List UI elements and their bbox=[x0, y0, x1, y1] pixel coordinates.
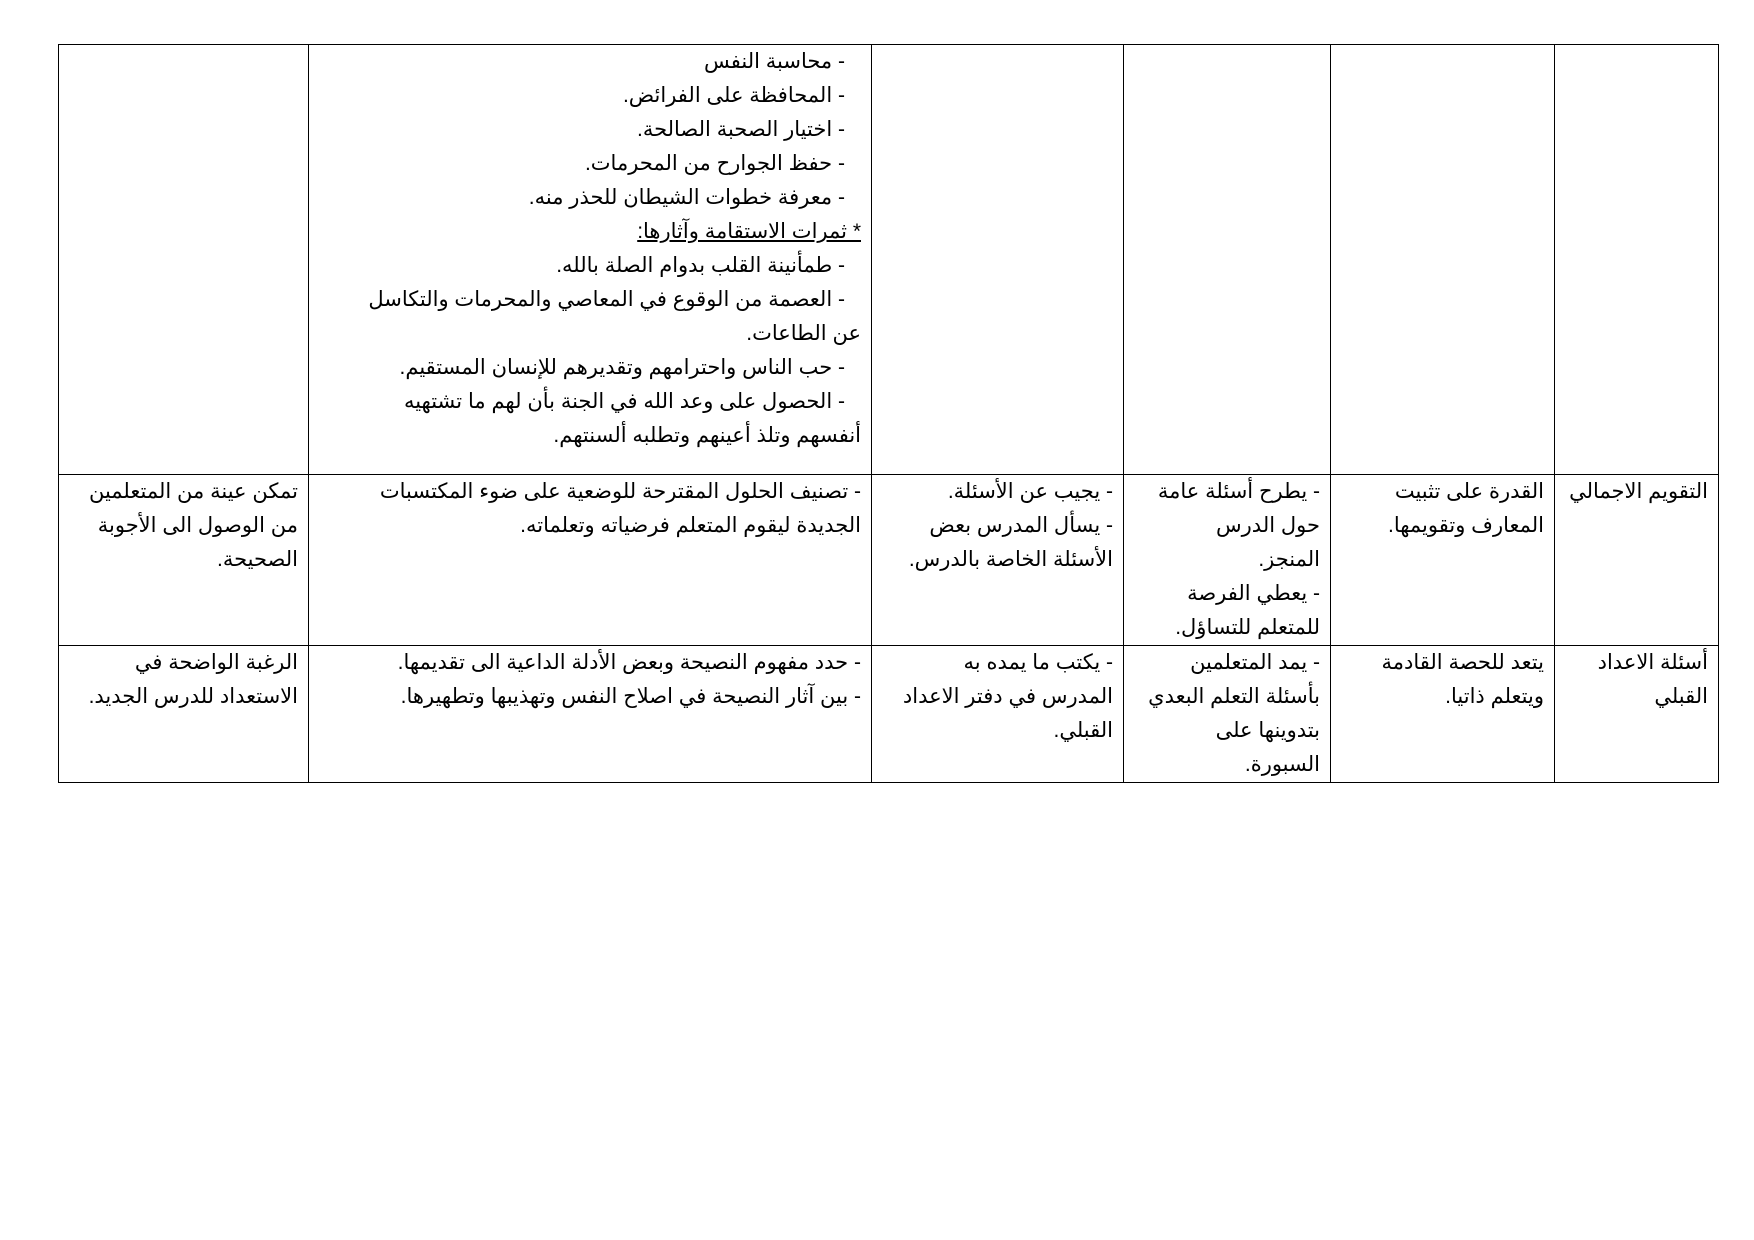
content-cell bbox=[309, 45, 872, 475]
cell-text-line: المنجز. bbox=[1258, 548, 1320, 571]
stage-cell bbox=[1555, 475, 1719, 646]
content-line: أنفسهم وتلذ أعينهم وتطلبه ألسنتهم. bbox=[553, 424, 861, 447]
goal-cell bbox=[1331, 646, 1555, 783]
cell-text-line: - يطرح أسئلة عامة bbox=[1157, 480, 1320, 503]
content-line: - الحصول على وعد الله في الجنة بأن لهم ما تشتهيه bbox=[403, 390, 845, 413]
cell-text-line: - يسأل المدرس بعض bbox=[929, 514, 1113, 537]
evaluation-cell bbox=[59, 45, 309, 475]
learner-activity-cell bbox=[872, 646, 1124, 783]
content-line: - بين آثار النصيحة في اصلاح النفس وتهذيبها وتطهيرها. bbox=[400, 685, 861, 708]
cell-text-line: بتدوينها على bbox=[1215, 719, 1320, 742]
cell-text-line: الأسئلة الخاصة بالدرس. bbox=[908, 548, 1113, 571]
cell-text-line: الرغبة الواضحة في bbox=[134, 651, 298, 674]
content-line: - المحافظة على الفرائض. bbox=[622, 84, 845, 107]
cell-text-line: حول الدرس bbox=[1216, 514, 1320, 537]
goal-cell bbox=[1331, 475, 1555, 646]
stage-cell bbox=[1555, 45, 1719, 475]
content-line: - اختيار الصحبة الصالحة. bbox=[636, 118, 845, 141]
content-heading bbox=[319, 215, 861, 249]
lesson-plan-body bbox=[59, 45, 1719, 783]
cell-text-line: السبورة. bbox=[1244, 753, 1320, 776]
cell-text-line: يتعد للحصة القادمة bbox=[1381, 651, 1544, 674]
content-heading-text: * ثمرات الاستقامة وآثارها: bbox=[637, 220, 861, 243]
content-line: عن الطاعات. bbox=[746, 322, 861, 345]
cell-text-line: بأسئلة التعلم البعدي bbox=[1148, 685, 1320, 708]
content-line: - العصمة من الوقوع في المعاصي والمحرمات والتكاسل bbox=[368, 288, 845, 311]
evaluation-cell bbox=[59, 646, 309, 783]
cell-text-line: للمتعلم للتساؤل. bbox=[1175, 616, 1320, 639]
cell-text-line: الصحيحة. bbox=[217, 548, 298, 571]
cell-text-line: المعارف وتقويمها. bbox=[1387, 514, 1544, 537]
teacher-activity-cell bbox=[1124, 475, 1331, 646]
table-row bbox=[59, 475, 1719, 646]
teacher-activity-cell bbox=[1124, 646, 1331, 783]
evaluation-cell bbox=[59, 475, 309, 646]
content-line: - معرفة خطوات الشيطان للحذر منه. bbox=[528, 186, 845, 209]
cell-text-line: - يجيب عن الأسئلة. bbox=[947, 480, 1113, 503]
learner-activity-cell bbox=[872, 45, 1124, 475]
cell-text-line: - يعطي الفرصة bbox=[1187, 582, 1320, 605]
lesson-plan-table bbox=[58, 44, 1719, 783]
cell-text-line: المدرس في دفتر الاعداد bbox=[902, 685, 1113, 708]
cell-text-line: - يمد المتعلمين bbox=[1190, 651, 1320, 674]
cell-text-line: ويتعلم ذاتيا. bbox=[1445, 685, 1544, 708]
content-line: الجديدة ليقوم المتعلم فرضياته وتعلماته. bbox=[520, 514, 861, 537]
content-line: - طمأنينة القلب بدوام الصلة بالله. bbox=[556, 254, 845, 277]
table-row bbox=[59, 45, 1719, 475]
content-line: - حدد مفهوم النصيحة وبعض الأدلة الداعية الى تقديمها. bbox=[397, 651, 861, 674]
content-line: - حب الناس واحترامهم وتقديرهم للإنسان المستقيم. bbox=[399, 356, 845, 379]
content-line: - تصنيف الحلول المقترحة للوضعية على ضوء المكتسبات bbox=[379, 480, 861, 503]
teacher-activity-cell bbox=[1124, 45, 1331, 475]
content-line: - حفظ الجوارح من المحرمات. bbox=[584, 152, 845, 175]
cell-text-line: - يكتب ما يمده به bbox=[963, 651, 1113, 674]
cell-text-line: القبلي. bbox=[1053, 719, 1113, 742]
stage-label: التقويم الاجمالي bbox=[1569, 480, 1708, 503]
content-cell bbox=[309, 646, 872, 783]
cell-text-line: من الوصول الى الأجوبة bbox=[97, 514, 298, 537]
cell-text-line: تمكن عينة من المتعلمين bbox=[88, 480, 298, 503]
stage-cell bbox=[1555, 646, 1719, 783]
content-line: - محاسبة النفس bbox=[703, 50, 845, 73]
learner-activity-cell bbox=[872, 475, 1124, 646]
cell-text-line: الاستعداد للدرس الجديد. bbox=[88, 685, 298, 708]
goal-cell bbox=[1331, 45, 1555, 475]
cell-text-line: القدرة على تثبيت bbox=[1394, 480, 1544, 503]
document-page bbox=[58, 44, 1718, 783]
table-row bbox=[59, 646, 1719, 783]
content-cell bbox=[309, 475, 872, 646]
stage-label: أسئلة الاعداد القبلي bbox=[1597, 651, 1708, 708]
